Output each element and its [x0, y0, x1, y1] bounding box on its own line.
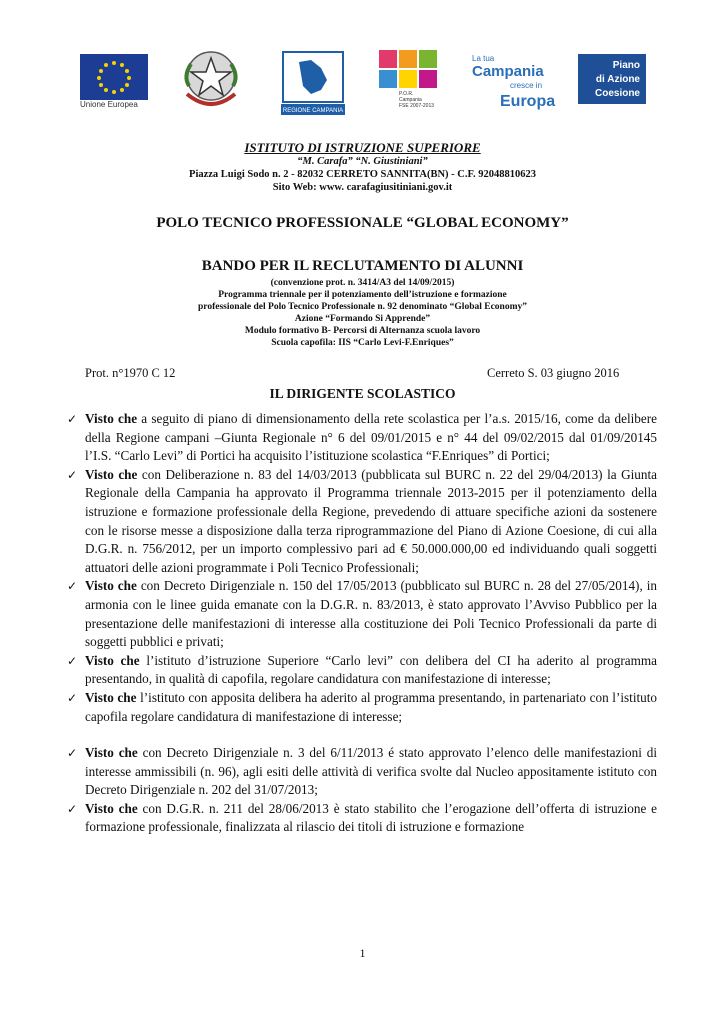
- item-text: a seguito di piano di dimensionamento della rete scolastica per l’a.s. 2015/16, come da delibere della Regione campani –Giunta Regionale n° 6 del 09/01/2015 e n° 44 del 09/02/2015 dal 01/09/20145 l’I.S. “Carlo Levi” di Portici ha acquisito l’istituzione scolastica “F.Enriques” di Portici;: [85, 411, 657, 464]
- item-text: l’istituto d’istruzione Superiore “Carlo levi” con delibera del CI ha aderito al programma presentando, in qualità di capofila, regolare candidatura con manifestazione di interesse;: [85, 652, 657, 687]
- item-lead: Visto che: [85, 411, 138, 426]
- list-item: [67, 689, 657, 726]
- eu-caption: Unione Europea: [80, 100, 138, 109]
- convention-block: [0, 277, 725, 349]
- campania-line-1: La tua: [472, 54, 495, 63]
- item-text: con Decreto Dirigenziale n. 3 del 6/11/2013 é stato approvato l’elenco delle manifestazioni di interesse ammissibili (n. 96), agli esiti delle attività di verifica svolte dal Nucleo appositamente istituto con Decreto Dirigenziale n. 202 del 31/07/2013;: [85, 745, 657, 798]
- institute-address: Piazza Luigi Sodo n. 2 - 82032 CERRETO SANNITA(BN) - C.F. 92048810623: [189, 169, 536, 180]
- page-number: 1: [359, 946, 366, 960]
- checkmark-icon: ✓: [67, 412, 78, 426]
- piano-line-2: di Azione: [595, 74, 640, 85]
- campania-line-4: Europa: [500, 93, 556, 110]
- bando-title: BANDO PER IL RECLUTAMENTO DI ALUNNI: [201, 258, 524, 274]
- item-lead: Visto che: [85, 800, 138, 816]
- list-item: [67, 410, 657, 466]
- por-line-2: Campania: [399, 97, 422, 103]
- school-header: [0, 140, 725, 194]
- regione-caption: REGIONE CAMPANIA: [282, 108, 344, 114]
- por-line-1: P.O.R.: [399, 91, 414, 97]
- institute-website: Sito Web: www. carafagiusitiniani.gov.it: [272, 182, 453, 193]
- checkmark-icon: ✓: [67, 653, 78, 668]
- convention-line: Scuola capofila: IIS “Carlo Levi-F.Enriques”: [271, 338, 454, 348]
- checkmark-icon: ✓: [67, 801, 78, 816]
- convention-line: Programma triennale per il potenziamento dell’istruzione e formazione: [218, 290, 507, 300]
- item-lead: Visto che: [85, 578, 137, 594]
- checkmark-icon: ✓: [67, 579, 78, 594]
- item-text: con D.G.R. n. 211 del 28/06/2013 è stato stabilito che l’erogazione dell’offerta di istruzione e formazione professionale, finalizzata al rilascio dei titoli di istruzione e formazione: [85, 800, 658, 835]
- checkmark-icon: ✓: [67, 746, 78, 761]
- convention-line: (convenzione prot. n. 3414/A3 del 14/09/2015): [270, 278, 455, 288]
- item-text: con Deliberazione n. 83 del 14/03/2013 (pubblicata sul BURC n. 22 del 29/04/2013) la Giunta Regionale della Campania ha approvato il Programma triennale 2013-2015 per il potenziamento della istruzione e formazione professionale della Regione, prevedendo di attuare specifiche azioni da sostenere con le risorse messe a disposizione dalla terza riprogrammazione del Piano di Azione Coesione, di cui alla D.G.R. n. 756/2012, per un importo complessivo pari ad € 50.000.000,00 ed individuando quali soggetti attuatori delle azioni programmate i Poli Tecnico Professionali;: [85, 466, 657, 575]
- item-lead: Visto che: [85, 745, 138, 761]
- item-lead: Visto che: [85, 689, 137, 705]
- item-lead: Visto che: [85, 466, 138, 482]
- por-line-3: FSE 2007-2013: [399, 103, 435, 109]
- campania-line-3: cresce in: [510, 81, 543, 90]
- list-item: [67, 652, 657, 689]
- piano-line-3: Coesione: [594, 88, 640, 99]
- logo-bar: [0, 46, 725, 122]
- campania-europa-logo: [470, 50, 560, 112]
- convention-line: Azione “Formando Si Apprende”: [294, 314, 431, 324]
- list-item: [67, 577, 657, 651]
- document-body: [67, 410, 657, 837]
- list-item: [67, 466, 657, 578]
- item-lead: Visto che: [85, 652, 140, 668]
- italian-emblem-logo: [177, 46, 245, 112]
- director-heading: IL DIRIGENTE SCOLASTICO: [269, 386, 456, 401]
- por-fse-logo: [377, 48, 443, 110]
- list-item: [67, 744, 657, 800]
- item-text: con Decreto Dirigenziale n. 150 del 17/05/2013 (pubblicato sul BURC n. 28 del 27/05/2014), in armonia con le linee guida emanate con la D.G.R. n. 83/2013, è stato approvato l’Avviso Pubblico per la presentazione delle manifestazioni di interesse alla costituzione dei Poli Tecnico Professionali da parte di soggetti pubblici e privati;: [85, 578, 657, 650]
- convention-line: Modulo formativo B- Percorsi di Alternanza scuola lavoro: [244, 326, 481, 336]
- polo-title: POLO TECNICO PROFESSIONALE “GLOBAL ECONOMY”: [156, 215, 569, 231]
- convention-line: professionale del Polo Tecnico Professionale n. 92 denominato “Global Economy”: [198, 302, 527, 312]
- piano-azione-coesione-logo: [578, 54, 646, 104]
- checkmark-icon: ✓: [67, 467, 78, 482]
- institute-name: ISTITUTO DI ISTRUZIONE SUPERIORE: [244, 140, 481, 155]
- document-date: Cerreto S. 03 giugno 2016: [487, 366, 620, 380]
- item-text: l’istituto con apposita delibera ha aderito al programma presentando, in partenariato con l’istituto capofila regolare candidatura di manifestazione di interesse;: [85, 689, 657, 724]
- piano-line-1: Piano: [612, 60, 640, 71]
- list-item: [67, 800, 657, 837]
- regione-campania-logo: [281, 50, 345, 116]
- campania-line-2: Campania: [472, 63, 544, 80]
- spacer: [67, 726, 657, 744]
- checkmark-icon: ✓: [67, 690, 78, 705]
- institute-names: “M. Carafa” “N. Giustiniani”: [297, 156, 428, 167]
- protocol-number: Prot. n°1970 C 12: [85, 366, 176, 380]
